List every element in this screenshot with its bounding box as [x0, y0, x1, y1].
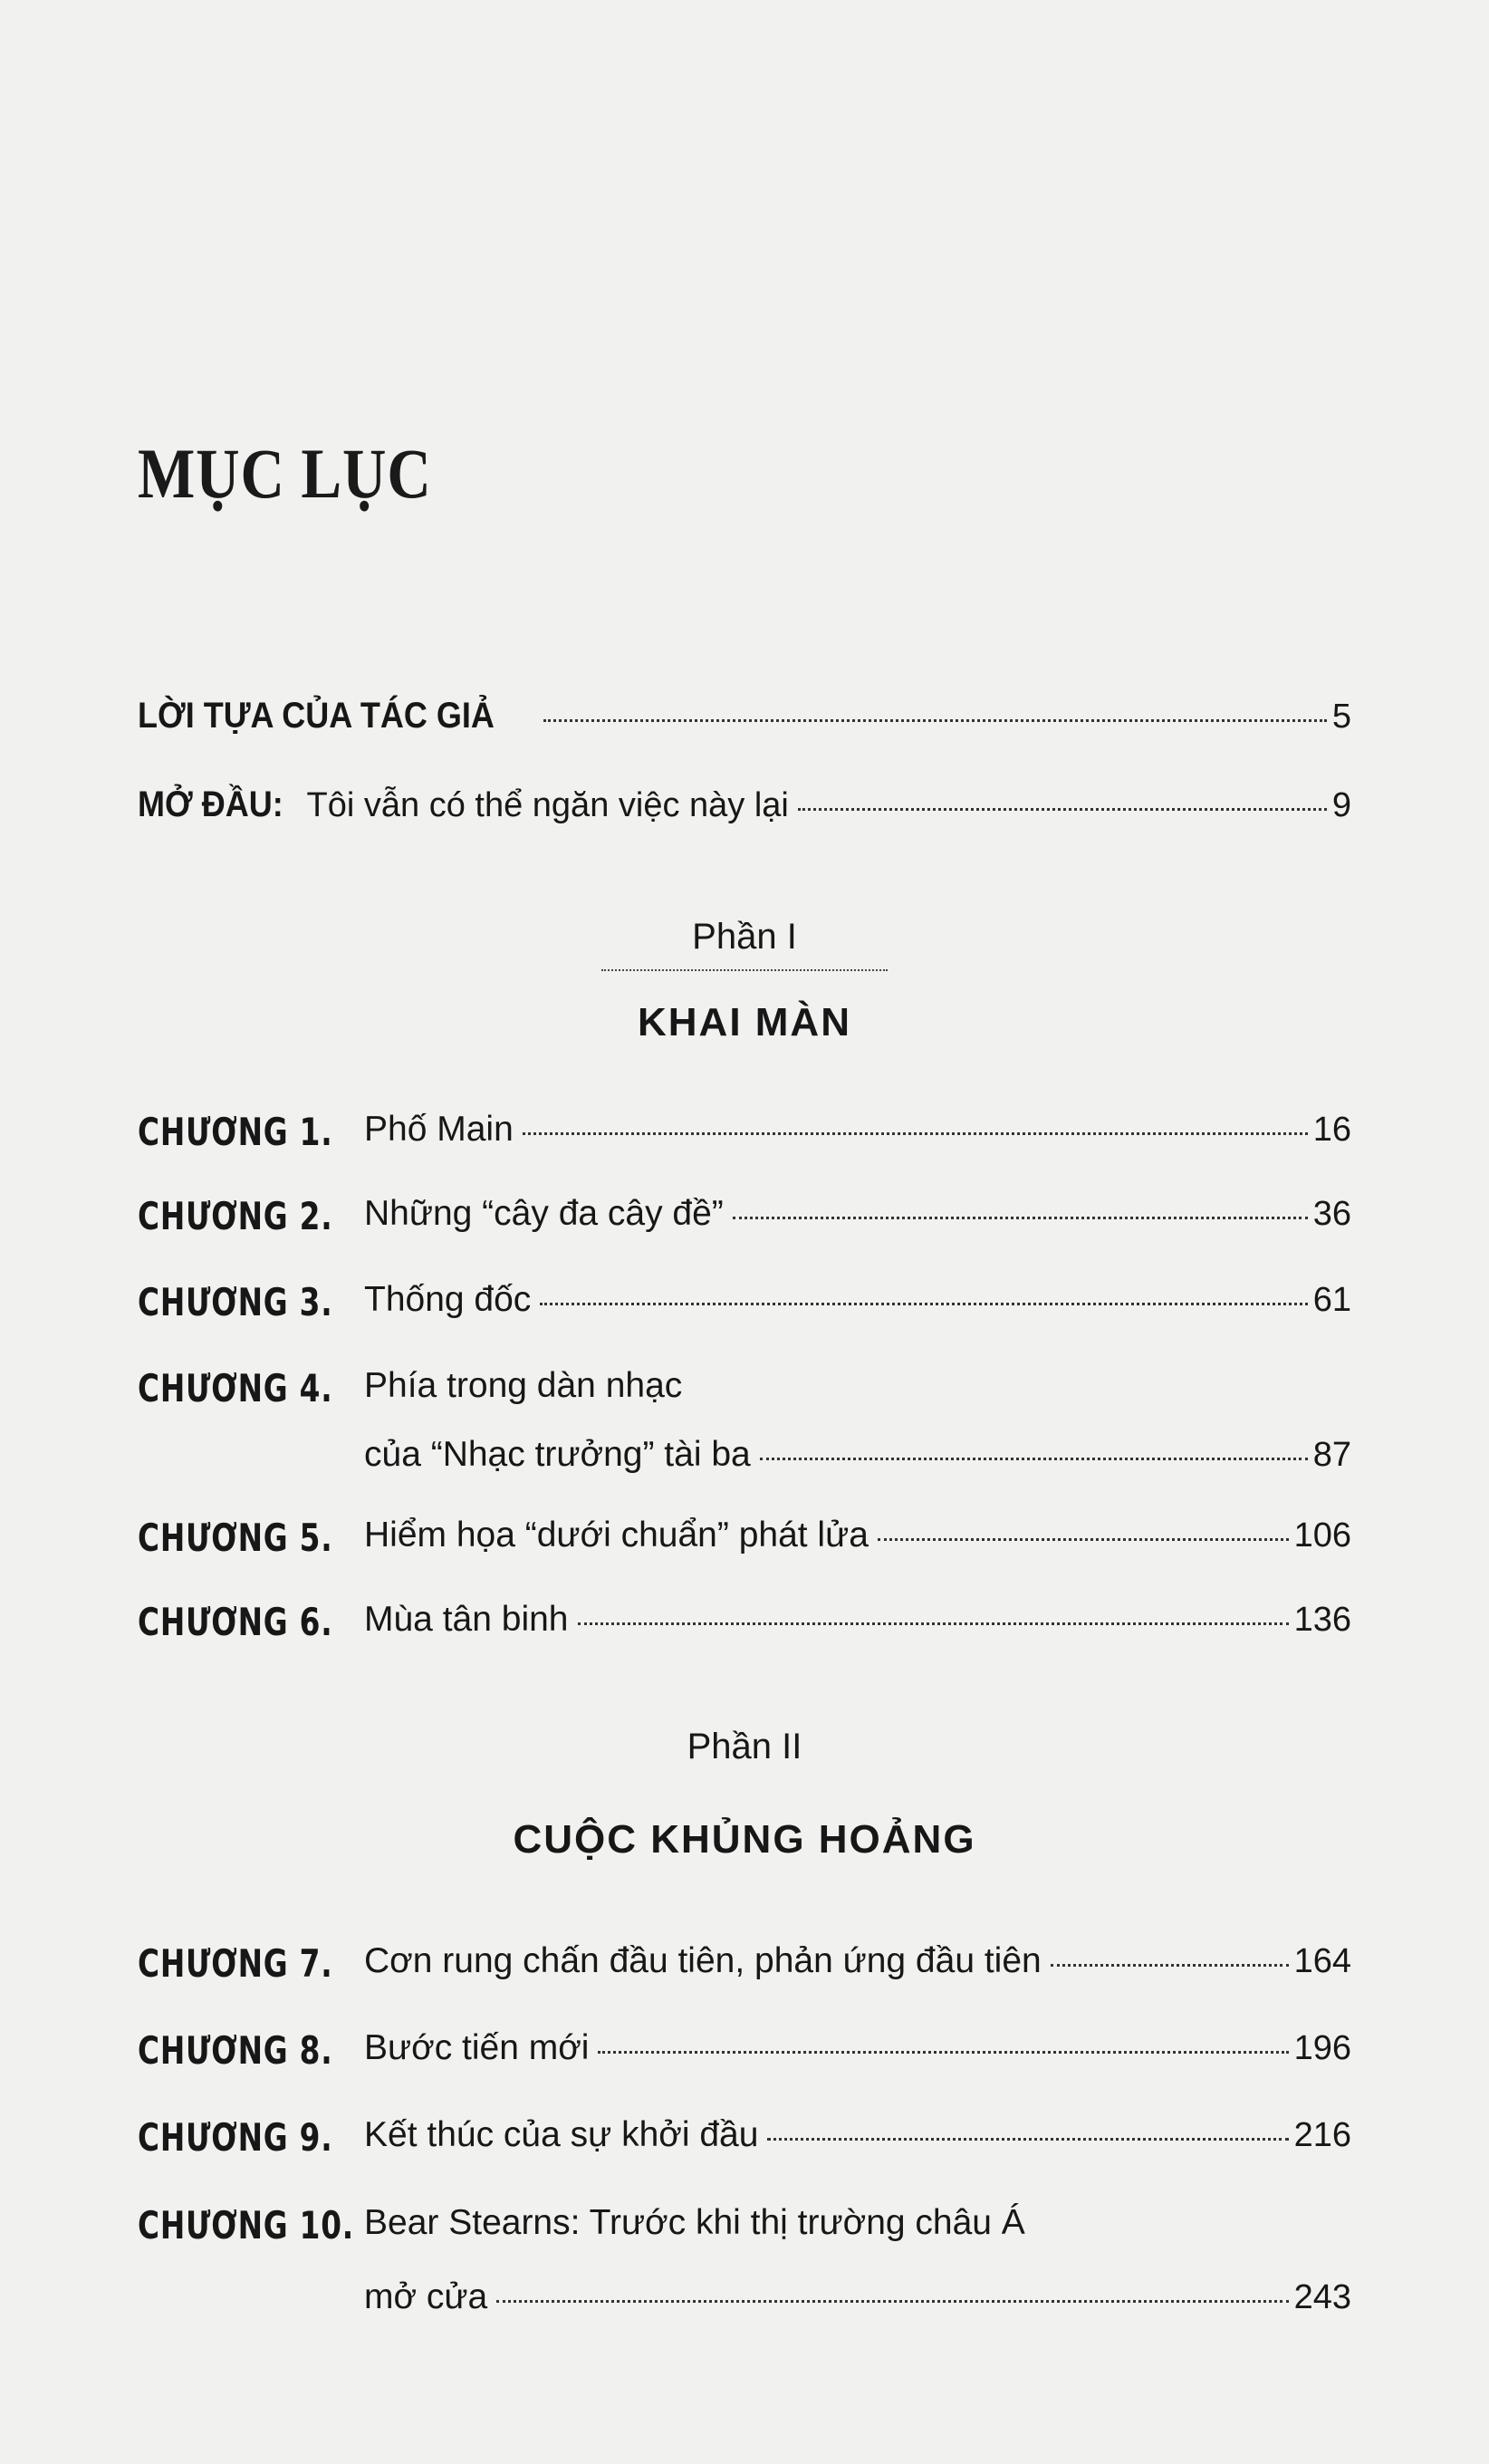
- chapter-entry[interactable]: [138, 1366, 1351, 1502]
- dot-leader: [496, 2300, 1288, 2303]
- chapter-label: CHƯƠNG 5.: [138, 1516, 333, 1560]
- page-number: 216: [1293, 2116, 1351, 2154]
- front-matter-intro[interactable]: [138, 784, 1351, 825]
- chapter-entry[interactable]: [138, 1194, 1351, 1257]
- part-name: KHAI MÀN: [638, 1000, 851, 1044]
- part-label: Phần I: [692, 917, 797, 957]
- chapter-label: CHƯƠNG 1.: [138, 1110, 333, 1154]
- chapter-title: Bear Stearns: Trước khi thị trường châu Á: [364, 2203, 1025, 2242]
- dot-leader: [540, 1303, 1307, 1305]
- page-number: 5: [1331, 698, 1351, 736]
- chapter-title: Thống đốc: [364, 1280, 532, 1319]
- chapter-title-continued: mở cửa: [364, 2277, 488, 2316]
- chapter-entry[interactable]: [138, 1516, 1351, 1579]
- dot-leader: [578, 1622, 1289, 1625]
- chapter-title: Bước tiến mới: [364, 2028, 590, 2067]
- chapter-entry[interactable]: [138, 2203, 1351, 2339]
- page-number: 136: [1293, 1601, 1351, 1639]
- chapter-label: CHƯƠNG 3.: [138, 1280, 333, 1324]
- chapter-title: Kết thúc của sự khởi đầu: [364, 2115, 759, 2154]
- part-divider: [601, 969, 888, 971]
- chapter-label: CHƯƠNG 6.: [138, 1600, 333, 1644]
- front-label: MỞ ĐẦU:: [138, 784, 283, 824]
- dot-leader: [878, 1538, 1289, 1541]
- front-matter-preface[interactable]: [138, 696, 1351, 736]
- chapter-entry[interactable]: [138, 1280, 1351, 1343]
- chapter-title: Mùa tân binh: [364, 1600, 569, 1639]
- chapter-title: Phía trong dàn nhạc: [364, 1366, 683, 1405]
- page-number: 87: [1312, 1436, 1351, 1474]
- chapter-label: CHƯƠNG 9.: [138, 2115, 333, 2160]
- chapter-title: Hiểm họa “dưới chuẩn” phát lửa: [364, 1516, 869, 1554]
- chapter-entry[interactable]: [138, 2115, 1351, 2179]
- part-name: CUỘC KHỦNG HOẢNG: [513, 1817, 976, 1862]
- page-number: 243: [1293, 2278, 1351, 2316]
- chapter-entry[interactable]: [138, 2028, 1351, 2092]
- dot-leader: [543, 719, 1327, 722]
- chapter-label: CHƯƠNG 2.: [138, 1194, 333, 1238]
- page-number: 9: [1331, 786, 1351, 824]
- page-number: 196: [1293, 2029, 1351, 2067]
- chapter-title: Phố Main: [364, 1110, 514, 1149]
- dot-leader: [1051, 1964, 1289, 1967]
- dot-leader: [760, 1458, 1308, 1460]
- chapter-label: CHƯƠNG 7.: [138, 1941, 333, 1986]
- page-number: 36: [1312, 1195, 1351, 1233]
- page-number: 164: [1293, 1942, 1351, 1980]
- dot-leader: [523, 1132, 1308, 1135]
- dot-leader: [733, 1217, 1308, 1219]
- page-title: MỤC LỤC: [138, 434, 432, 513]
- chapter-title-continued: của “Nhạc trưởng” tài ba: [364, 1435, 751, 1474]
- chapter-label: CHƯƠNG 4.: [138, 1366, 333, 1410]
- chapter-label: CHƯƠNG 10.: [138, 2203, 354, 2247]
- page-number: 61: [1312, 1281, 1351, 1319]
- chapter-entry[interactable]: [138, 1110, 1351, 1173]
- chapter-title: Cơn rung chấn đầu tiên, phản ứng đầu tiên: [364, 1941, 1042, 1980]
- chapter-entry[interactable]: [138, 1600, 1351, 1663]
- front-text: Tôi vẫn có thể ngăn việc này lại: [306, 786, 789, 824]
- dot-leader: [598, 2051, 1288, 2054]
- page-number: 16: [1312, 1111, 1351, 1149]
- dot-leader: [798, 808, 1327, 811]
- front-label: LỜI TỰA CỦA TÁC GIẢ: [138, 696, 495, 736]
- chapter-label: CHƯƠNG 8.: [138, 2028, 333, 2073]
- chapter-entry[interactable]: [138, 1941, 1351, 2005]
- page-number: 106: [1293, 1516, 1351, 1554]
- part-label: Phần II: [687, 1727, 802, 1766]
- chapter-title: Những “cây đa cây đề”: [364, 1194, 724, 1233]
- dot-leader: [767, 2138, 1288, 2141]
